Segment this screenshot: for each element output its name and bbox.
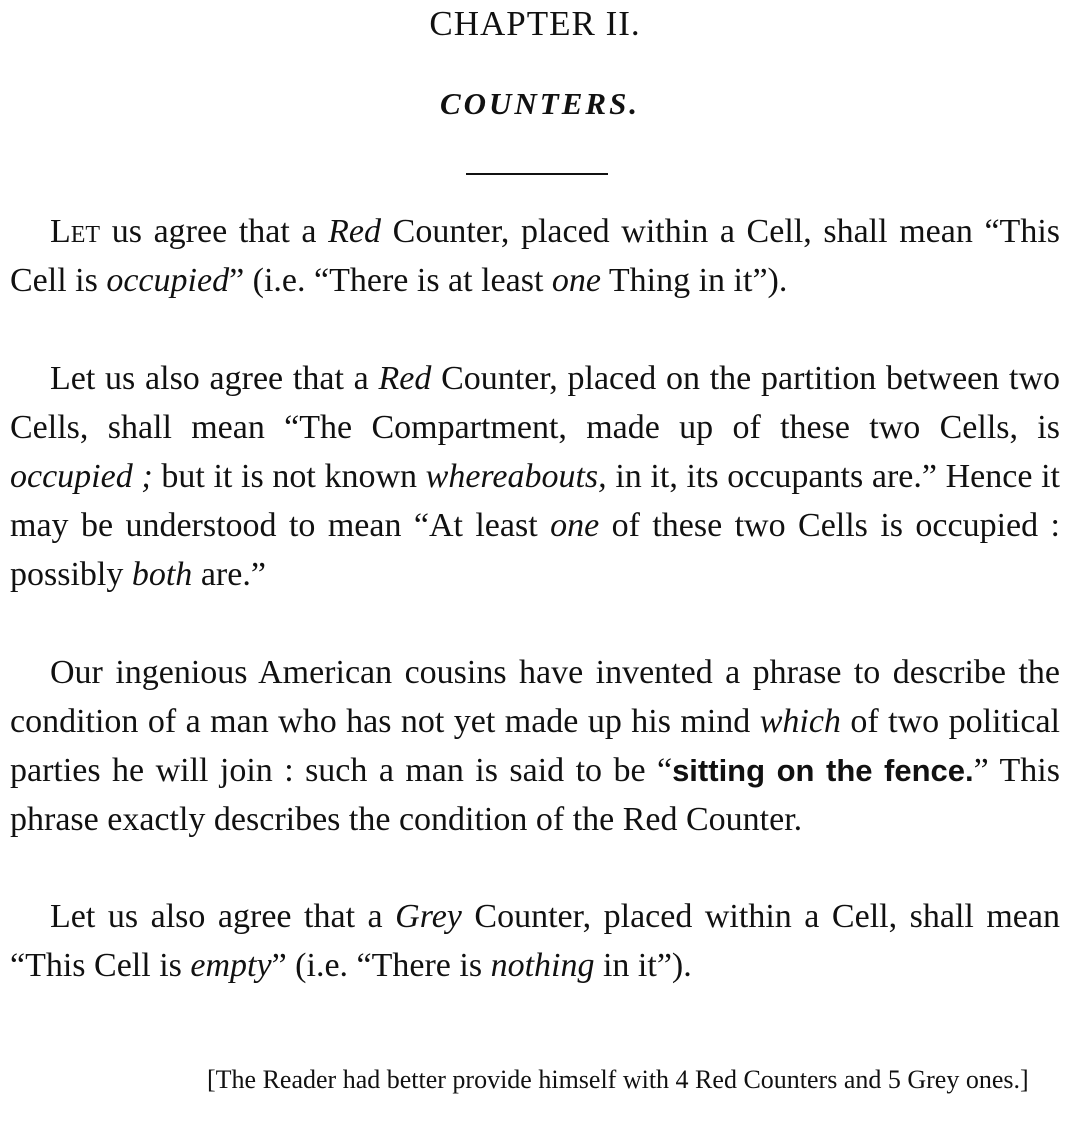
text-run: Thing in it”). — [601, 262, 788, 299]
text-run: ” (i.e. “There is — [271, 947, 491, 984]
text-run: ” This phrase exactly describes the condition of the Red Counter. — [10, 752, 1060, 838]
text-run: Counter, placed within a Cell, shall mean “This Cell is — [10, 213, 1060, 299]
italic-text: Red — [328, 213, 382, 250]
text-run: but it is not known — [152, 458, 426, 495]
paragraph-sitting-on-fence — [10, 648, 1060, 844]
paragraph-red-counter-in-cell — [10, 207, 1060, 305]
text-run: Our ingenious American cousins have invented a phrase to describe the condition of a man who has not yet made up his mind — [10, 654, 1060, 740]
text-run: Let us also agree that a — [50, 898, 396, 935]
text-run: of two political parties he will join : such a man is said to be “ — [10, 703, 1060, 789]
italic-text: nothing — [490, 947, 595, 984]
italic-text: Red — [378, 360, 432, 397]
text-run: Counter, placed within a Cell, shall mean “This Cell is — [10, 898, 1060, 984]
paragraph-grey-counter — [10, 892, 1060, 990]
text-run: Counter, placed on the partition between two Cells, shall mean “The Compartment, made up of these two Cells, is — [10, 360, 1060, 446]
text-run: in it, its occupants are.” Hence it may be understood to mean “At least — [10, 458, 1060, 544]
italic-text: which — [759, 703, 841, 740]
italic-text: occupied ; — [10, 458, 153, 495]
italic-text: whereabouts, — [425, 458, 607, 495]
paragraph-red-counter-on-partition — [10, 354, 1060, 599]
text-run: are.” — [192, 556, 266, 593]
italic-text: Grey — [395, 898, 462, 935]
text-run: Let us also agree that a — [50, 360, 379, 397]
section-divider — [466, 173, 608, 175]
chapter-title: COUNTERS. — [439, 86, 641, 121]
drop-word: Let — [50, 213, 101, 250]
bold-phrase: sitting on the fence. — [672, 753, 974, 788]
text-run: ” (i.e. “There is at least — [229, 262, 552, 299]
text-run: in it”). — [594, 947, 692, 984]
reader-note: [The Reader had better provide himself with 4 Red Counters and 5 Grey ones.] — [207, 1065, 1029, 1094]
chapter-heading: CHAPTER II. — [429, 4, 641, 43]
italic-text: both — [131, 556, 193, 593]
italic-text: one — [550, 507, 600, 544]
italic-text: one — [551, 262, 601, 299]
italic-text: empty — [190, 947, 272, 984]
italic-text: occupied — [106, 262, 230, 299]
text-run: of these two Cells is occupied : possibly — [10, 507, 1060, 593]
text-run: us agree that a — [100, 213, 329, 250]
